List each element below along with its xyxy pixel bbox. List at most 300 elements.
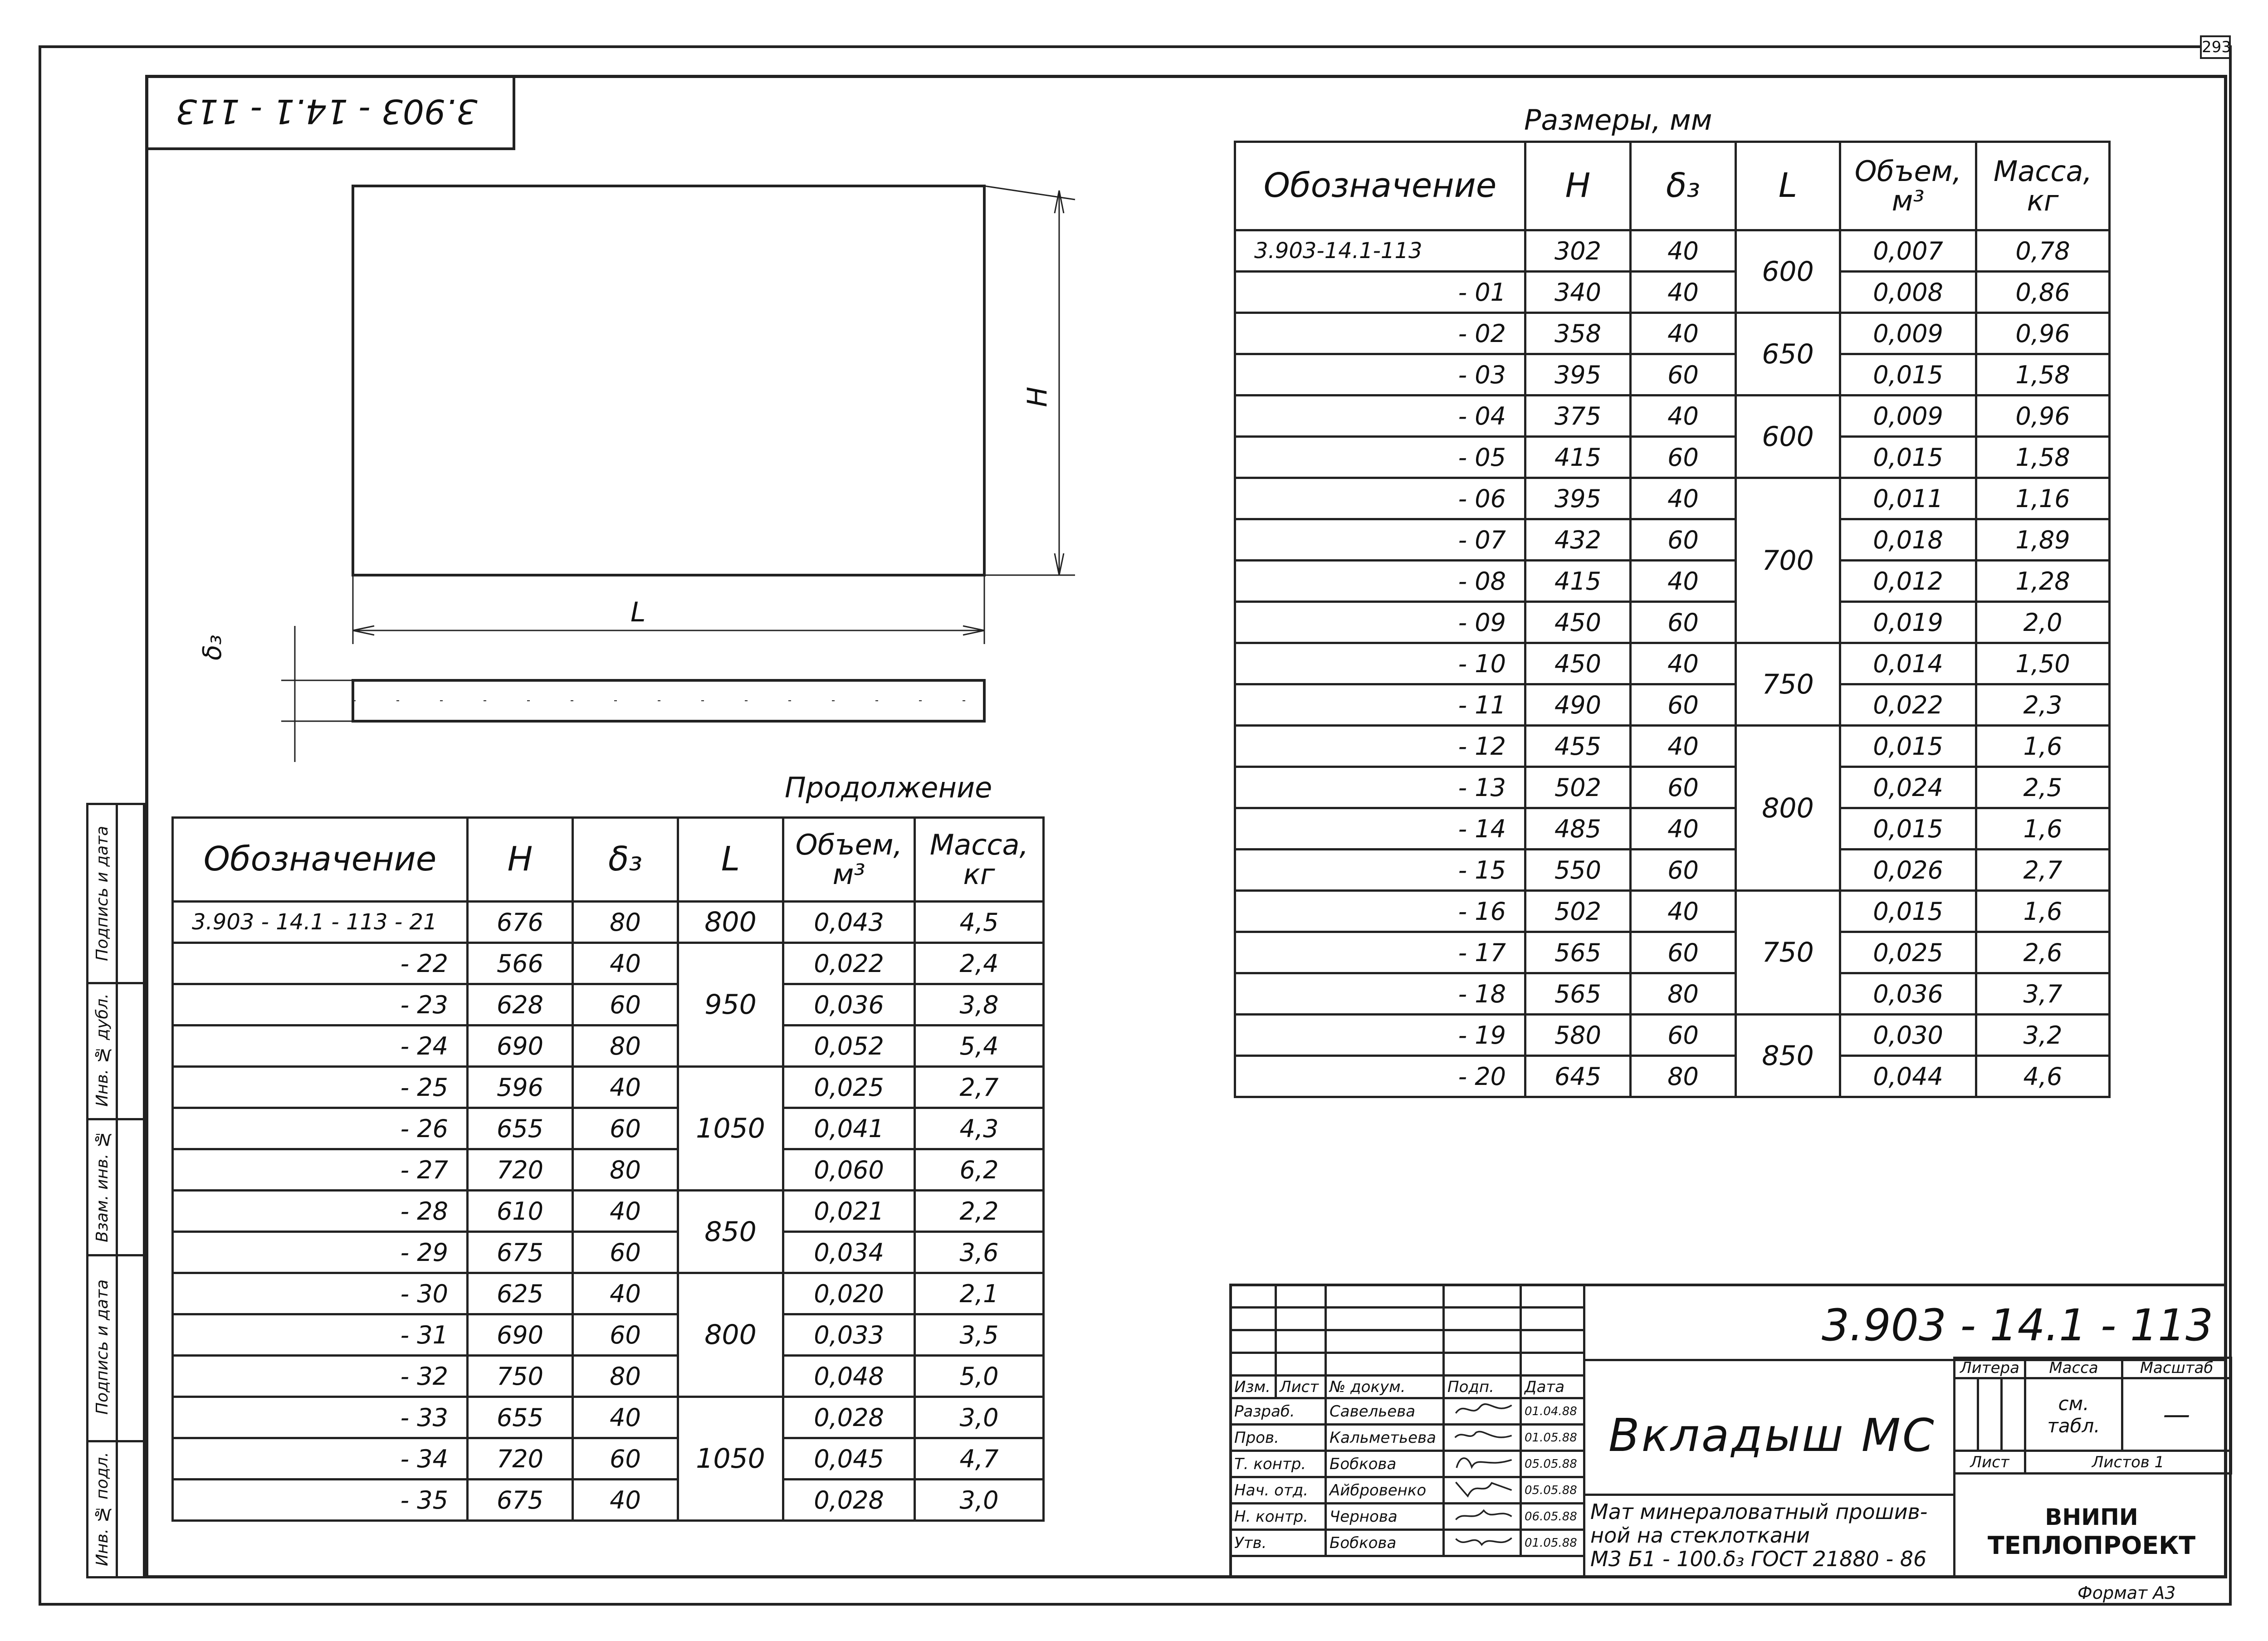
mass-cell: 0,86 xyxy=(1976,272,2110,313)
col-date: Дата xyxy=(1521,1376,1584,1398)
cont-row xyxy=(173,1314,1044,1356)
thickness-cell: 80 xyxy=(1631,1056,1736,1097)
h-cell: 655 xyxy=(468,1108,573,1149)
volume-cell: 0,011 xyxy=(1840,478,1976,519)
thickness-cell: 80 xyxy=(573,1026,678,1067)
designation-cell: - 10 xyxy=(1235,643,1525,684)
col-doc-no: № докум. xyxy=(1326,1376,1444,1398)
volume-cell: 0,026 xyxy=(1840,850,1976,891)
mass-cell: 3,5 xyxy=(915,1314,1044,1356)
signature-grid xyxy=(1229,1284,1585,1557)
thickness-cell: 60 xyxy=(1631,1015,1736,1056)
mass-cell: 2,1 xyxy=(915,1273,1044,1314)
h-cell: 750 xyxy=(468,1356,573,1397)
mass-label: Масса xyxy=(2025,1358,2122,1378)
l-group-cell: 800 xyxy=(678,902,783,943)
name-cell: Айбровенко xyxy=(1326,1477,1444,1504)
l-group-cell: 950 xyxy=(678,943,783,1067)
designation-cell: - 15 xyxy=(1235,850,1525,891)
thickness-cell: 40 xyxy=(573,1067,678,1108)
thickness-cell: 40 xyxy=(1631,561,1736,602)
date-cell: 06.05.88 xyxy=(1521,1504,1584,1530)
designation-cell: - 09 xyxy=(1235,602,1525,643)
main-row xyxy=(1235,396,2110,437)
volume-cell: 0,034 xyxy=(783,1232,915,1273)
mass-cell: 2,6 xyxy=(1976,932,2110,973)
cont-row xyxy=(173,1232,1044,1273)
h-cell: 566 xyxy=(468,943,573,984)
signature-cell xyxy=(1444,1477,1521,1504)
mass-cell: 2,3 xyxy=(1976,684,2110,726)
h-cell: 610 xyxy=(468,1191,573,1232)
stamp-field-replace-inv: Взам. инв. № xyxy=(93,1130,112,1242)
cont-row xyxy=(173,1273,1044,1314)
volume-cell: 0,036 xyxy=(1840,973,1976,1015)
side-stamp xyxy=(86,803,145,1578)
mass-value: см. табл. xyxy=(2025,1378,2122,1451)
mass-cell: 3,0 xyxy=(915,1480,1044,1521)
main-row xyxy=(1235,1056,2110,1097)
volume-cell: 0,022 xyxy=(1840,684,1976,726)
h-cell: 450 xyxy=(1525,643,1631,684)
volume-cell: 0,030 xyxy=(1840,1015,1976,1056)
litera-mass-scale xyxy=(1953,1357,2232,1475)
col-sign: Подп. xyxy=(1444,1376,1521,1398)
l-group-cell: 650 xyxy=(1736,313,1840,396)
designation-cell: - 12 xyxy=(1235,726,1525,767)
h-cell: 490 xyxy=(1525,684,1631,726)
h-cell: 676 xyxy=(468,902,573,943)
thickness-cell: 60 xyxy=(1631,437,1736,478)
cont-header-thickness: δ₃ xyxy=(573,818,678,902)
volume-cell: 0,041 xyxy=(783,1108,915,1149)
designation-cell: - 27 xyxy=(173,1149,468,1191)
material-line-3: М3 Б1 - 100.δ₃ ГОСТ 21880 - 86 xyxy=(1590,1547,1927,1571)
signature-cell xyxy=(1444,1425,1521,1451)
material-line-2: ной на стеклоткани xyxy=(1590,1523,1810,1548)
volume-cell: 0,021 xyxy=(783,1191,915,1232)
designation-cell: - 33 xyxy=(173,1397,468,1438)
mass-cell: 0,96 xyxy=(1976,396,2110,437)
thickness-cell: 60 xyxy=(1631,602,1736,643)
volume-cell: 0,020 xyxy=(783,1273,915,1314)
header-h: H xyxy=(1525,142,1631,230)
h-cell: 485 xyxy=(1525,808,1631,850)
name-cell: Савельева xyxy=(1326,1398,1444,1425)
volume-cell: 0,007 xyxy=(1840,230,1976,272)
cont-header-mass: Масса, кг xyxy=(915,818,1044,902)
designation-cell: - 25 xyxy=(173,1067,468,1108)
signature-row xyxy=(1231,1504,1584,1530)
h-cell: 565 xyxy=(1525,973,1631,1015)
role-cell: Т. контр. xyxy=(1231,1451,1326,1477)
h-cell: 502 xyxy=(1525,767,1631,808)
org-line-2: ТЕПЛОПРОЕКТ xyxy=(1987,1531,2196,1560)
designation-cell: - 19 xyxy=(1235,1015,1525,1056)
cont-header-volume: Объем, м³ xyxy=(783,818,915,902)
mass-cell: 5,0 xyxy=(915,1356,1044,1397)
thickness-cell: 40 xyxy=(573,1397,678,1438)
h-cell: 645 xyxy=(1525,1056,1631,1097)
mass-cell: 3,8 xyxy=(915,984,1044,1026)
h-cell: 628 xyxy=(468,984,573,1026)
mass-cell: 1,28 xyxy=(1976,561,2110,602)
volume-cell: 0,015 xyxy=(1840,354,1976,396)
cont-row xyxy=(173,1026,1044,1067)
date-cell: 01.05.88 xyxy=(1521,1425,1584,1451)
signature-scribble xyxy=(1447,1399,1520,1419)
scale-value: — xyxy=(2122,1378,2231,1451)
signature-scribble xyxy=(1447,1478,1520,1498)
designation-cell: - 16 xyxy=(1235,891,1525,932)
cont-header-l: L xyxy=(678,818,783,902)
mass-cell: 1,89 xyxy=(1976,519,2110,561)
l-group-cell: 1050 xyxy=(678,1397,783,1521)
main-row xyxy=(1235,437,2110,478)
signature-cell xyxy=(1444,1504,1521,1530)
continuation-table xyxy=(171,816,1045,1522)
designation-cell: - 20 xyxy=(1235,1056,1525,1097)
cont-row xyxy=(173,1149,1044,1191)
h-cell: 302 xyxy=(1525,230,1631,272)
h-cell: 655 xyxy=(468,1397,573,1438)
main-row xyxy=(1235,602,2110,643)
main-row xyxy=(1235,313,2110,354)
mass-cell: 1,6 xyxy=(1976,891,2110,932)
signature-cell xyxy=(1444,1451,1521,1477)
mass-cell: 3,7 xyxy=(1976,973,2110,1015)
dim-h-label: H xyxy=(1022,386,1054,407)
mass-cell: 2,2 xyxy=(915,1191,1044,1232)
designation-cell: - 34 xyxy=(173,1438,468,1480)
insert-section-view xyxy=(353,680,984,721)
mass-cell: 1,16 xyxy=(1976,478,2110,519)
mass-cell: 2,7 xyxy=(1976,850,2110,891)
dim-l-label: L xyxy=(631,596,646,628)
designation-cell: - 35 xyxy=(173,1480,468,1521)
header-l: L xyxy=(1736,142,1840,230)
signature-row xyxy=(1231,1425,1584,1451)
designation-cell: - 30 xyxy=(173,1273,468,1314)
h-cell: 720 xyxy=(468,1149,573,1191)
name-cell: Бобкова xyxy=(1326,1530,1444,1556)
h-cell: 690 xyxy=(468,1314,573,1356)
main-row xyxy=(1235,850,2110,891)
cont-header-designation: Обозначение xyxy=(173,818,468,902)
main-row xyxy=(1235,808,2110,850)
insert-front-view xyxy=(353,186,984,575)
thickness-cell: 40 xyxy=(573,1191,678,1232)
material-line-1: Мат минераловатный прошив- xyxy=(1590,1499,1928,1524)
h-cell: 358 xyxy=(1525,313,1631,354)
thickness-cell: 40 xyxy=(1631,726,1736,767)
designation-cell: - 05 xyxy=(1235,437,1525,478)
insert-drawing xyxy=(245,172,1107,762)
corner-code: 3.903 - 14.1 - 113 xyxy=(176,92,478,131)
cont-header-h: H xyxy=(468,818,573,902)
thickness-cell: 40 xyxy=(1631,272,1736,313)
volume-cell: 0,052 xyxy=(783,1026,915,1067)
main-row xyxy=(1235,973,2110,1015)
main-row xyxy=(1235,643,2110,684)
thickness-cell: 40 xyxy=(1631,643,1736,684)
h-cell: 550 xyxy=(1525,850,1631,891)
title-block xyxy=(1229,1284,2227,1578)
thickness-cell: 60 xyxy=(1631,767,1736,808)
h-cell: 455 xyxy=(1525,726,1631,767)
role-cell: Н. контр. xyxy=(1231,1504,1326,1530)
volume-cell: 0,015 xyxy=(1840,891,1976,932)
volume-cell: 0,008 xyxy=(1840,272,1976,313)
litera-label: Литера xyxy=(1955,1358,2025,1378)
org-line-1: ВНИПИ xyxy=(2045,1504,2138,1530)
designation-cell: - 07 xyxy=(1235,519,1525,561)
date-cell: 05.05.88 xyxy=(1521,1451,1584,1477)
l-group-cell: 750 xyxy=(1736,643,1840,726)
volume-cell: 0,044 xyxy=(1840,1056,1976,1097)
h-cell: 395 xyxy=(1525,478,1631,519)
header-volume: Объем, м³ xyxy=(1840,142,1976,230)
main-row xyxy=(1235,354,2110,396)
designation-cell: 3.903-14.1-113 xyxy=(1235,230,1525,272)
volume-cell: 0,009 xyxy=(1840,396,1976,437)
thickness-cell: 80 xyxy=(573,1356,678,1397)
mass-cell: 4,5 xyxy=(915,902,1044,943)
sheets-label: Листов 1 xyxy=(2025,1451,2231,1474)
signature-cell xyxy=(1444,1530,1521,1556)
cont-row xyxy=(173,1191,1044,1232)
designation-cell: - 14 xyxy=(1235,808,1525,850)
h-cell: 415 xyxy=(1525,437,1631,478)
h-cell: 395 xyxy=(1525,354,1631,396)
thickness-cell: 60 xyxy=(573,984,678,1026)
main-row xyxy=(1235,684,2110,726)
signature-row xyxy=(1231,1451,1584,1477)
thickness-cell: 40 xyxy=(573,943,678,984)
thickness-cell: 60 xyxy=(573,1108,678,1149)
role-cell: Утв. xyxy=(1231,1530,1326,1556)
volume-cell: 0,019 xyxy=(1840,602,1976,643)
thickness-cell: 40 xyxy=(1631,891,1736,932)
main-table-body xyxy=(1235,230,2110,1097)
volume-cell: 0,014 xyxy=(1840,643,1976,684)
volume-cell: 0,045 xyxy=(783,1438,915,1480)
main-row xyxy=(1235,767,2110,808)
h-cell: 720 xyxy=(468,1438,573,1480)
stamp-field-dup-inv: Инв. № дубл. xyxy=(93,993,112,1107)
h-cell: 596 xyxy=(468,1067,573,1108)
volume-cell: 0,015 xyxy=(1840,808,1976,850)
l-group-cell: 700 xyxy=(1736,478,1840,643)
volume-cell: 0,015 xyxy=(1840,437,1976,478)
cont-row xyxy=(173,984,1044,1026)
volume-cell: 0,025 xyxy=(1840,932,1976,973)
signature-row xyxy=(1231,1477,1584,1504)
main-table-caption: Размеры, мм xyxy=(1524,103,1712,137)
thickness-cell: 60 xyxy=(573,1232,678,1273)
l-group-cell: 800 xyxy=(1736,726,1840,891)
signature-scribble xyxy=(1447,1504,1520,1524)
scale-label: Масштаб xyxy=(2122,1358,2231,1378)
mass-cell: 2,7 xyxy=(915,1067,1044,1108)
volume-cell: 0,036 xyxy=(783,984,915,1026)
volume-cell: 0,060 xyxy=(783,1149,915,1191)
main-row xyxy=(1235,891,2110,932)
mass-cell: 2,5 xyxy=(1976,767,2110,808)
cont-row xyxy=(173,902,1044,943)
l-group-cell: 850 xyxy=(1736,1015,1840,1097)
header-designation: Обозначение xyxy=(1235,142,1525,230)
designation-cell: - 32 xyxy=(173,1356,468,1397)
cont-row xyxy=(173,943,1044,984)
designation-cell: - 13 xyxy=(1235,767,1525,808)
designation-cell: - 18 xyxy=(1235,973,1525,1015)
designation-cell: - 23 xyxy=(173,984,468,1026)
main-row xyxy=(1235,272,2110,313)
thickness-cell: 40 xyxy=(573,1480,678,1521)
thickness-cell: 80 xyxy=(573,902,678,943)
mass-cell: 1,58 xyxy=(1976,354,2110,396)
h-cell: 580 xyxy=(1525,1015,1631,1056)
date-cell: 05.05.88 xyxy=(1521,1477,1584,1504)
mass-cell: 4,7 xyxy=(915,1438,1044,1480)
volume-cell: 0,043 xyxy=(783,902,915,943)
h-cell: 625 xyxy=(468,1273,573,1314)
h-cell: 432 xyxy=(1525,519,1631,561)
mass-cell: 1,6 xyxy=(1976,726,2110,767)
main-row xyxy=(1235,561,2110,602)
designation-cell: - 01 xyxy=(1235,272,1525,313)
title-name: Вкладыш МС xyxy=(1608,1409,1936,1462)
thickness-cell: 40 xyxy=(1631,478,1736,519)
thickness-cell: 60 xyxy=(1631,684,1736,726)
mass-cell: 1,58 xyxy=(1976,437,2110,478)
dim-thickness-label: δ₃ xyxy=(197,635,227,660)
l-group-cell: 850 xyxy=(678,1191,783,1273)
cont-row xyxy=(173,1067,1044,1108)
thickness-cell: 60 xyxy=(1631,932,1736,973)
name-cell: Кальметьева xyxy=(1326,1425,1444,1451)
thickness-cell: 60 xyxy=(573,1314,678,1356)
l-group-cell: 1050 xyxy=(678,1067,783,1191)
designation-cell: - 22 xyxy=(173,943,468,984)
cont-row xyxy=(173,1480,1044,1521)
role-cell: Нач. отд. xyxy=(1231,1477,1326,1504)
stamp-field-sign-date-top: Подпись и дата xyxy=(93,825,112,962)
mass-cell: 4,3 xyxy=(915,1108,1044,1149)
designation-cell: - 06 xyxy=(1235,478,1525,519)
mass-cell: 3,2 xyxy=(1976,1015,2110,1056)
format-label: Формат А3 xyxy=(2077,1583,2176,1603)
main-dimensions-table xyxy=(1234,141,2111,1098)
volume-cell: 0,024 xyxy=(1840,767,1976,808)
cont-row xyxy=(173,1108,1044,1149)
header-mass: Масса, кг xyxy=(1976,142,2110,230)
stamp-field-sign-date: Подпись и дата xyxy=(93,1279,112,1415)
main-row xyxy=(1235,478,2110,519)
name-cell: Чернова xyxy=(1326,1504,1444,1530)
designation-cell: - 24 xyxy=(173,1026,468,1067)
main-row xyxy=(1235,230,2110,272)
thickness-cell: 80 xyxy=(573,1149,678,1191)
mass-cell: 2,4 xyxy=(915,943,1044,984)
title-doc-code: 3.903 - 14.1 - 113 xyxy=(1822,1300,2214,1351)
designation-cell: - 08 xyxy=(1235,561,1525,602)
mass-cell: 0,96 xyxy=(1976,313,2110,354)
main-row xyxy=(1235,1015,2110,1056)
mass-cell: 5,4 xyxy=(915,1026,1044,1067)
designation-cell: 3.903 - 14.1 - 113 - 21 xyxy=(173,902,468,943)
thickness-cell: 60 xyxy=(573,1438,678,1480)
designation-cell: - 11 xyxy=(1235,684,1525,726)
h-cell: 565 xyxy=(1525,932,1631,973)
mass-cell: 6,2 xyxy=(915,1149,1044,1191)
signature-scribble xyxy=(1447,1426,1520,1446)
designation-cell: - 28 xyxy=(173,1191,468,1232)
cont-row xyxy=(173,1356,1044,1397)
volume-cell: 0,033 xyxy=(783,1314,915,1356)
role-cell: Разраб. xyxy=(1231,1398,1326,1425)
h-cell: 415 xyxy=(1525,561,1631,602)
l-group-cell: 750 xyxy=(1736,891,1840,1015)
volume-cell: 0,012 xyxy=(1840,561,1976,602)
designation-cell: - 03 xyxy=(1235,354,1525,396)
designation-cell: - 26 xyxy=(173,1108,468,1149)
l-group-cell: 600 xyxy=(1736,230,1840,313)
volume-cell: 0,015 xyxy=(1840,726,1976,767)
main-row xyxy=(1235,726,2110,767)
sheet-label: Лист xyxy=(1955,1451,2025,1474)
thickness-cell: 80 xyxy=(1631,973,1736,1015)
volume-cell: 0,048 xyxy=(783,1356,915,1397)
volume-cell: 0,025 xyxy=(783,1067,915,1108)
designation-cell: - 17 xyxy=(1235,932,1525,973)
thickness-cell: 60 xyxy=(1631,850,1736,891)
designation-cell: - 04 xyxy=(1235,396,1525,437)
main-row xyxy=(1235,932,2110,973)
cont-row xyxy=(173,1397,1044,1438)
main-row xyxy=(1235,519,2110,561)
volume-cell: 0,009 xyxy=(1840,313,1976,354)
signature-scribble xyxy=(1447,1452,1520,1472)
h-cell: 690 xyxy=(468,1026,573,1067)
signature-scribble xyxy=(1447,1531,1520,1551)
col-izm: Изм. xyxy=(1231,1376,1276,1398)
mass-cell: 3,6 xyxy=(915,1232,1044,1273)
header-thickness: δ₃ xyxy=(1631,142,1736,230)
designation-cell: - 31 xyxy=(173,1314,468,1356)
cont-table-caption: Продолжение xyxy=(785,771,992,804)
mass-cell: 1,50 xyxy=(1976,643,2110,684)
mass-cell: 3,0 xyxy=(915,1397,1044,1438)
thickness-cell: 40 xyxy=(573,1273,678,1314)
h-cell: 450 xyxy=(1525,602,1631,643)
sheet-number: 293 xyxy=(2200,35,2231,59)
volume-cell: 0,028 xyxy=(783,1397,915,1438)
date-cell: 01.05.88 xyxy=(1521,1530,1584,1556)
name-cell: Бобкова xyxy=(1326,1451,1444,1477)
col-list: Лист xyxy=(1276,1376,1326,1398)
designation-cell: - 02 xyxy=(1235,313,1525,354)
cont-table-body xyxy=(173,902,1044,1521)
thickness-cell: 40 xyxy=(1631,396,1736,437)
cont-row xyxy=(173,1438,1044,1480)
thickness-cell: 40 xyxy=(1631,808,1736,850)
volume-cell: 0,022 xyxy=(783,943,915,984)
mass-cell: 2,0 xyxy=(1976,602,2110,643)
thickness-cell: 40 xyxy=(1631,230,1736,272)
signature-row xyxy=(1231,1398,1584,1425)
